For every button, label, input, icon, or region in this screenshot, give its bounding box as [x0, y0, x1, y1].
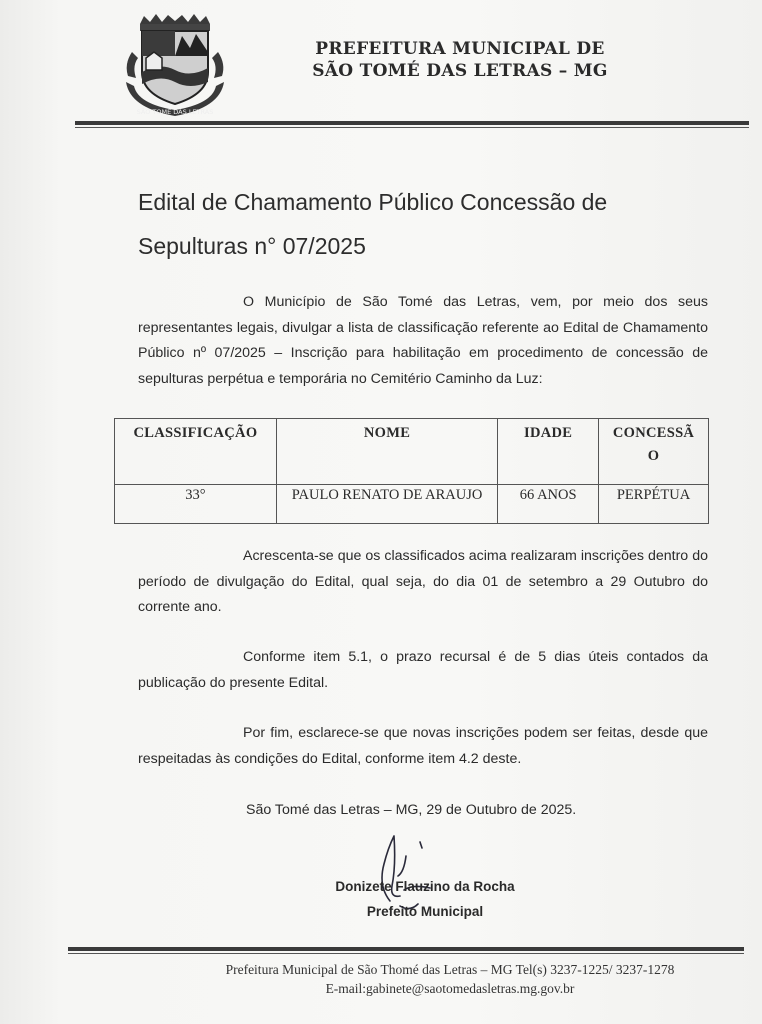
header-divider-thin	[75, 127, 749, 128]
paragraph-inscricoes: Acrescenta-se que os classificados acima realizaram inscrições dentro do período de divulgação do Edital, qual seja, do dia 01 de setembro a 29 Outubro do corrente ano.	[138, 548, 708, 615]
header-concessao-part-2: O	[647, 448, 660, 464]
document-title-line-2: Sepulturas n° 07/2025	[138, 233, 366, 259]
date-line: São Tomé das Letras – MG, 29 de Outubro de 2025.	[246, 802, 577, 818]
cell-concessao: PERPÉTUA	[599, 485, 709, 524]
cell-idade: 66 ANOS	[498, 485, 599, 524]
header-title	[300, 38, 620, 82]
municipal-crest-logo	[120, 12, 230, 124]
header-line-1: PREFEITURA MUNICIPAL DE	[315, 39, 605, 59]
header-divider	[75, 121, 749, 125]
document-title-line-1: Edital de Chamamento Público Concessão de	[138, 189, 608, 215]
footer-contact-line: Prefeitura Municipal de São Thomé das Letras – MG Tel(s) 3237-1225/ 3237-1278	[225, 962, 675, 977]
cell-classificacao: 33°	[115, 485, 277, 524]
header-classificacao: CLASSIFICAÇÃO	[115, 419, 277, 485]
header-line-2: SÃO TOMÉ DAS LETRAS – MG	[312, 61, 608, 81]
header-concessao-part-1: CONCESSÃ	[612, 425, 695, 441]
paragraph-prazo-recursal: Conforme item 5.1, o prazo recursal é de 5 dias úteis contados da publicação do presente Edital.	[138, 649, 708, 691]
header-idade: IDADE	[498, 419, 599, 485]
header-concessao	[599, 419, 709, 485]
crest-ribbon-text: SÃO TOMÉ DAS LETRAS	[136, 108, 214, 116]
classification-table	[114, 418, 709, 524]
footer-email-line: E-mail:gabinete@saotomedasletras.mg.gov.br	[325, 981, 575, 996]
footer	[170, 960, 730, 998]
document-title	[138, 180, 698, 268]
signature-block	[300, 874, 550, 924]
cell-nome: PAULO RENATO DE ARAUJO	[276, 485, 497, 524]
header-nome: NOME	[276, 419, 497, 485]
paragraph-novas-inscricoes: Por fim, esclarece-se que novas inscrições podem ser feitas, desde que respeitadas às condições do Edital, conforme item 4.2 deste.	[138, 725, 708, 767]
table-header-row	[115, 419, 709, 485]
signer-name: Donizete Flauzino da Rocha	[335, 879, 515, 894]
footer-divider-thin	[68, 953, 744, 954]
signer-role: Prefeito Municipal	[366, 904, 484, 919]
footer-divider	[68, 947, 744, 951]
intro-paragraph: O Município de São Tomé das Letras, vem, por meio dos seus representantes legais, divulgar a lista de classificação referente ao Edital de Chamamento Público nº 07/2025 – Inscrição para habilitação em procedimento de concessão de sepulturas perpétua e temporária no Cemitério Caminho da Luz:	[138, 294, 708, 387]
table-row	[115, 485, 709, 524]
